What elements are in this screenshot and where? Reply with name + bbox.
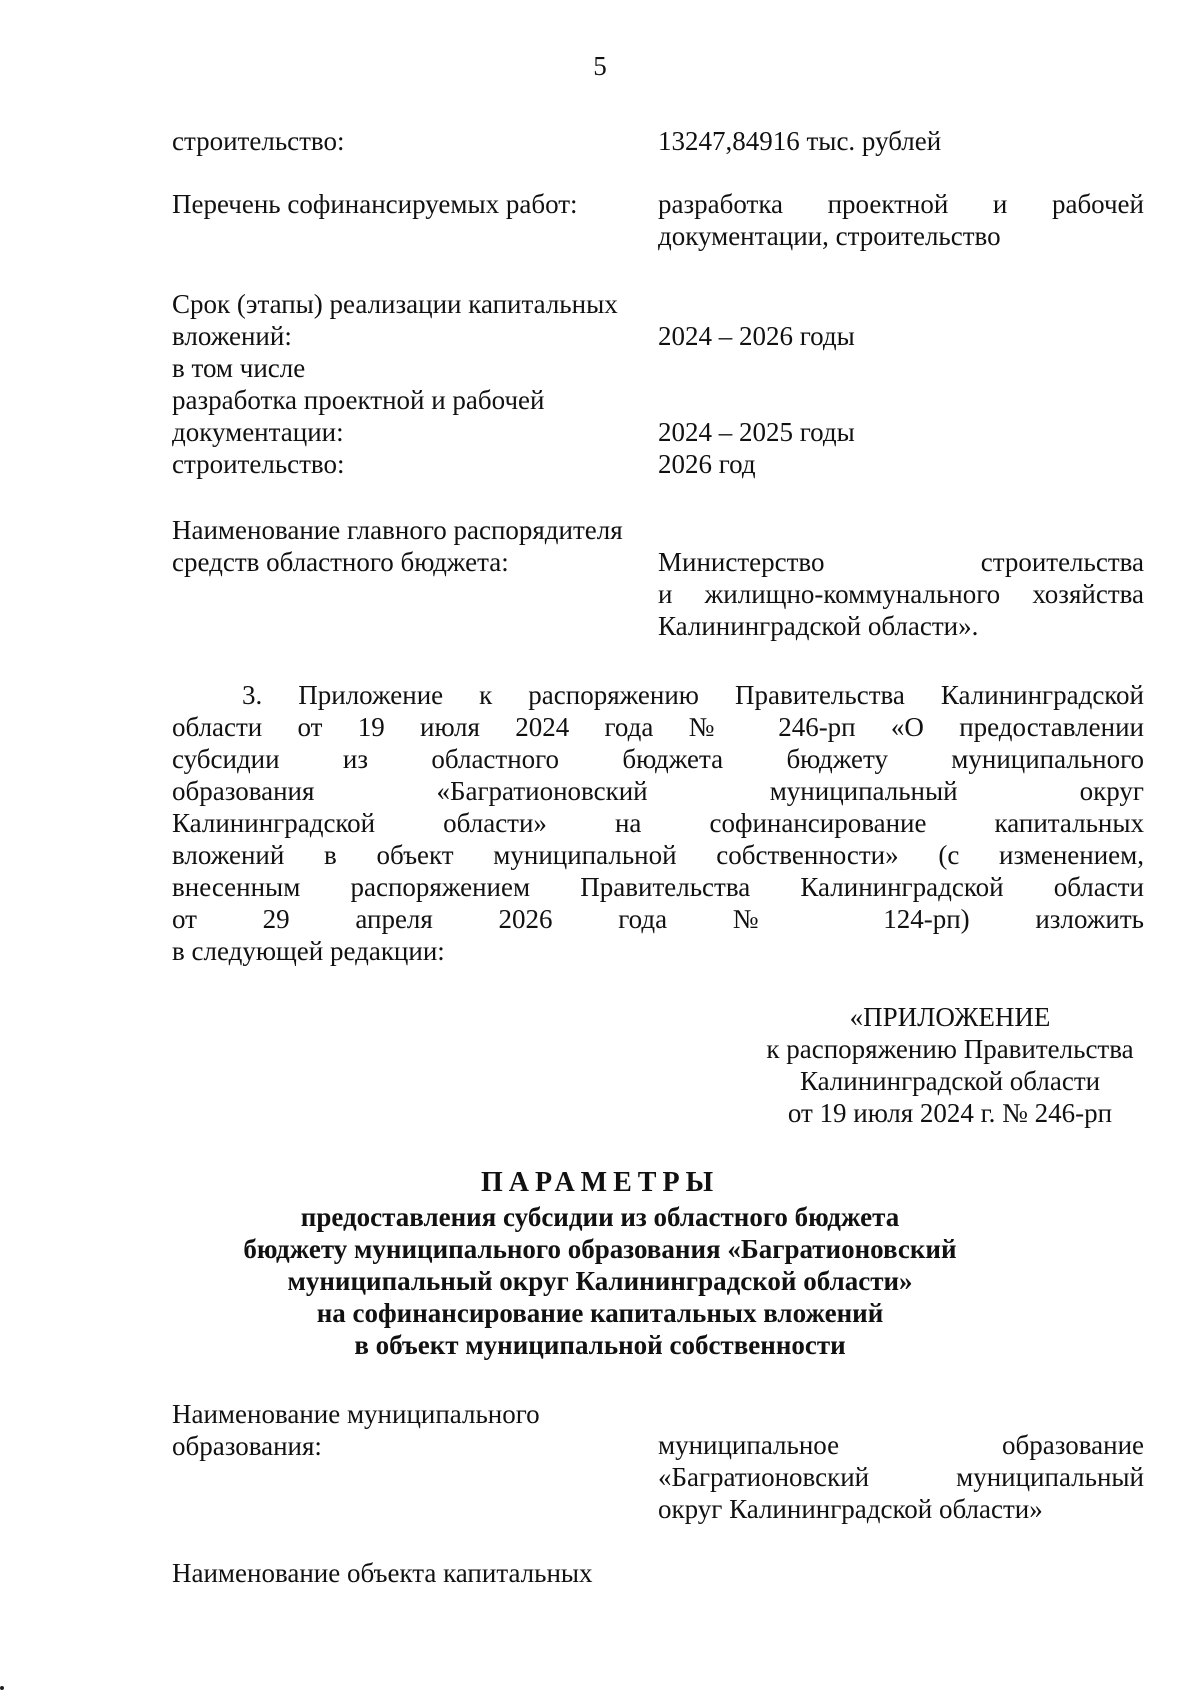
municipality-line: округ Калининградской области» — [658, 1494, 1043, 1524]
administrator-label-line: средств областного бюджета: — [172, 547, 509, 577]
works-list-value — [658, 188, 1144, 252]
term-label-line: строительство: — [172, 449, 345, 479]
term-label-line: разработка проектной и рабочей — [172, 385, 545, 415]
title-heading: ПАРАМЕТРЫ — [480, 1167, 720, 1198]
municipality-value — [658, 1429, 1144, 1525]
page-number: 5 — [593, 51, 607, 81]
title-line: на софинансирование капитальных вложений — [316, 1298, 884, 1328]
administrator-label — [172, 514, 623, 578]
paragraph-3 — [172, 679, 1144, 967]
approval-line: «ПРИЛОЖЕНИЕ — [849, 1002, 1051, 1032]
paragraph-line: внесенным распоряжением Правительства Калининградской области — [172, 872, 1144, 902]
municipality-line: муниципальное образование — [658, 1430, 1144, 1460]
scan-dot — [0, 1686, 4, 1690]
works-list-line: разработка проектной и рабочей — [658, 189, 1144, 219]
title-line: муниципальный округ Калининградской области» — [287, 1266, 913, 1296]
document-title — [0, 1167, 1200, 1361]
paragraph-line: 3. Приложение к распоряжению Правительства Калининградской — [242, 680, 1144, 710]
term-label-line: Срок (этапы) реализации капитальных — [172, 289, 618, 319]
paragraph-line: субсидии из областного бюджета бюджету муниципального — [172, 744, 1144, 774]
administrator-line: Калининградской области». — [658, 611, 979, 641]
term-label-line: документации: — [172, 417, 344, 447]
administrator-line: Министерство строительства — [658, 547, 1144, 577]
paragraph-line: в следующей редакции: — [172, 936, 445, 966]
works-list-line: документации, строительство — [658, 221, 1001, 251]
object-label: Наименование объекта капитальных — [172, 1558, 593, 1588]
term-label-line: вложений: — [172, 321, 292, 351]
term-label — [172, 288, 618, 480]
approval-line: к распоряжению Правительства — [766, 1034, 1134, 1064]
administrator-label-line: Наименование главного распорядителя — [172, 515, 623, 545]
administrator-value — [658, 546, 1144, 642]
paragraph-line: Калининградской области» на софинансирование капитальных — [172, 808, 1144, 838]
municipality-label — [172, 1398, 540, 1462]
title-line: в объект муниципальной собственности — [354, 1330, 846, 1360]
title-line: предоставления субсидии из областного бюджета — [300, 1202, 900, 1232]
paragraph-line: области от 19 июля 2024 года № 246-рп «О предоставлении — [172, 712, 1144, 742]
municipality-line: «Багратионовский муниципальный — [658, 1462, 1144, 1492]
approval-block — [700, 1001, 1200, 1129]
approval-line: от 19 июля 2024 г. № 246-рп — [787, 1098, 1113, 1128]
construction-label: строительство: — [172, 126, 345, 156]
title-line: бюджету муниципального образования «Багратионовский — [243, 1234, 957, 1264]
approval-line: Калининградской области — [799, 1066, 1101, 1096]
term-construction-value: 2026 год — [658, 449, 756, 479]
municipality-label-line: образования: — [172, 1431, 322, 1461]
construction-value: 13247,84916 тыс. рублей — [658, 126, 942, 156]
term-design-value: 2024 – 2025 годы — [658, 417, 855, 447]
paragraph-line: от 29 апреля 2026 года № 124-рп) изложить — [172, 904, 1144, 934]
administrator-line: и жилищно-коммунального хозяйства — [658, 579, 1144, 609]
paragraph-line: образования «Багратионовский муниципальный округ — [172, 776, 1144, 806]
works-list-label: Перечень софинансируемых работ: — [172, 189, 578, 219]
municipality-label-line: Наименование муниципального — [172, 1399, 540, 1429]
term-total-value: 2024 – 2026 годы — [658, 321, 855, 351]
term-label-line: в том числе — [172, 353, 306, 383]
paragraph-line: вложений в объект муниципальной собственности» (с изменением, — [172, 840, 1144, 870]
